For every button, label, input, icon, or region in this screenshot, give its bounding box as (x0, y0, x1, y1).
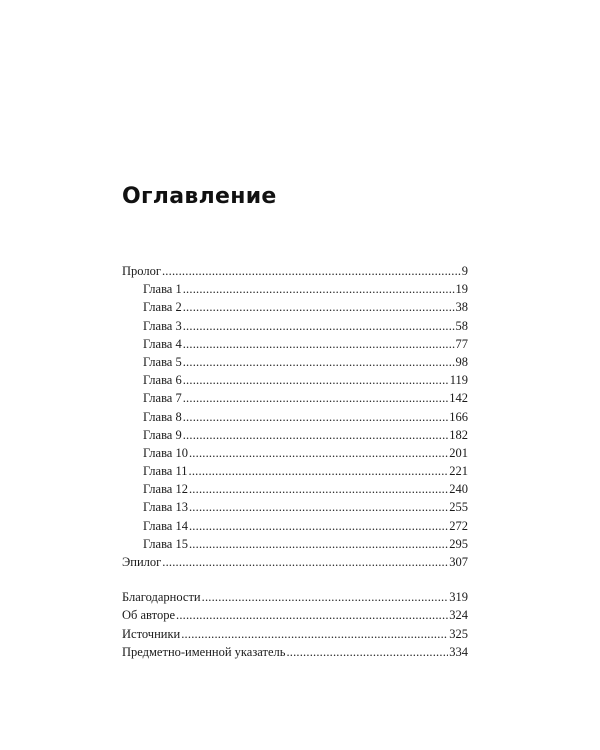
dot-leader (189, 535, 448, 553)
dot-leader (183, 353, 455, 371)
toc-entry-chapter-15[interactable] (122, 535, 468, 553)
toc-entry-epilogue[interactable] (122, 553, 468, 571)
toc-entry-prologue[interactable] (122, 262, 468, 280)
dot-leader (183, 335, 455, 353)
toc-page-number: 9 (461, 264, 468, 278)
toc-entry-label: Глава 8 (143, 409, 182, 424)
toc-page-number: 319 (449, 590, 468, 605)
toc-entry-chapter-4[interactable] (122, 335, 468, 353)
toc-entry-label: Глава 4 (143, 336, 182, 351)
toc-entry-label: Глава 13 (143, 500, 188, 515)
dot-leader (202, 588, 449, 606)
toc-entry-chapter-3[interactable] (122, 317, 468, 335)
toc-entry-label: Эпилог (122, 555, 162, 569)
dot-leader (162, 262, 461, 280)
toc-entry-index[interactable] (122, 643, 468, 661)
toc-entry-label: Глава 6 (143, 373, 182, 388)
toc-page-number: 221 (449, 464, 468, 479)
toc-page-number: 19 (455, 282, 468, 297)
toc-page-number: 142 (449, 391, 468, 406)
toc-page-number: 307 (449, 555, 468, 569)
toc-entry-about-author[interactable] (122, 606, 468, 624)
toc-page-number: 325 (449, 626, 468, 641)
dot-leader (189, 462, 449, 480)
page-title: Оглавление (122, 184, 277, 209)
toc-entry-acknowledgements[interactable] (122, 588, 468, 606)
toc-entry-chapter-11[interactable] (122, 462, 468, 480)
toc-page-number: 98 (455, 354, 468, 369)
toc-entry-label: Глава 15 (143, 536, 188, 551)
dot-leader (189, 498, 448, 516)
toc-entry-label: Глава 11 (143, 464, 188, 479)
toc-page-number: 77 (455, 336, 468, 351)
toc-entry-label: Об авторе (122, 608, 175, 623)
toc-entry-chapter-5[interactable] (122, 353, 468, 371)
toc-entry-label: Глава 12 (143, 482, 188, 497)
toc-page-number: 166 (449, 409, 468, 424)
dot-leader (183, 408, 449, 426)
toc-entry-chapter-10[interactable] (122, 444, 468, 462)
dot-leader (189, 444, 448, 462)
toc-entry-chapter-14[interactable] (122, 517, 468, 535)
toc-entry-label: Благодарности (122, 590, 201, 605)
toc-page-number: 240 (449, 482, 468, 497)
table-of-contents (122, 262, 468, 661)
toc-entry-label: Глава 5 (143, 354, 182, 369)
toc-page-number: 255 (449, 500, 468, 515)
toc-entry-label: Глава 1 (143, 282, 182, 297)
dot-leader (183, 317, 455, 335)
dot-leader (181, 625, 448, 643)
toc-entry-chapter-8[interactable] (122, 408, 468, 426)
dot-leader (183, 389, 449, 407)
dot-leader (189, 480, 448, 498)
toc-page-number: 119 (449, 373, 468, 388)
dot-leader (176, 606, 448, 624)
dot-leader (286, 643, 448, 661)
dot-leader (183, 426, 449, 444)
toc-entry-label: Глава 9 (143, 427, 182, 442)
toc-page-number: 295 (449, 536, 468, 551)
toc-entry-chapter-6[interactable] (122, 371, 468, 389)
toc-entry-label: Глава 7 (143, 391, 182, 406)
toc-page-number: 272 (449, 518, 468, 533)
toc-page-number: 182 (449, 427, 468, 442)
dot-leader (183, 298, 455, 316)
toc-page-number: 201 (449, 445, 468, 460)
toc-entry-chapter-13[interactable] (122, 498, 468, 516)
toc-entry-label: Глава 14 (143, 518, 188, 533)
dot-leader (183, 371, 449, 389)
toc-entry-label: Глава 10 (143, 445, 188, 460)
dot-leader (183, 280, 455, 298)
dot-leader (162, 553, 448, 571)
toc-entry-label: Пролог (122, 264, 161, 278)
toc-entry-label: Глава 3 (143, 318, 182, 333)
toc-entry-label: Глава 2 (143, 300, 182, 315)
toc-entry-label: Источники (122, 626, 181, 641)
dot-leader (189, 517, 448, 535)
toc-entry-chapter-2[interactable] (122, 298, 468, 316)
toc-entry-chapter-12[interactable] (122, 480, 468, 498)
toc-entry-chapter-7[interactable] (122, 389, 468, 407)
toc-entry-chapter-9[interactable] (122, 426, 468, 444)
toc-page-number: 334 (449, 644, 468, 659)
toc-entry-sources[interactable] (122, 625, 468, 643)
toc-page-number: 324 (449, 608, 468, 623)
toc-page-number: 38 (455, 300, 468, 315)
toc-entry-chapter-1[interactable] (122, 280, 468, 298)
toc-page-number: 58 (455, 318, 468, 333)
toc-entry-label: Предметно-именной указатель (122, 644, 286, 659)
